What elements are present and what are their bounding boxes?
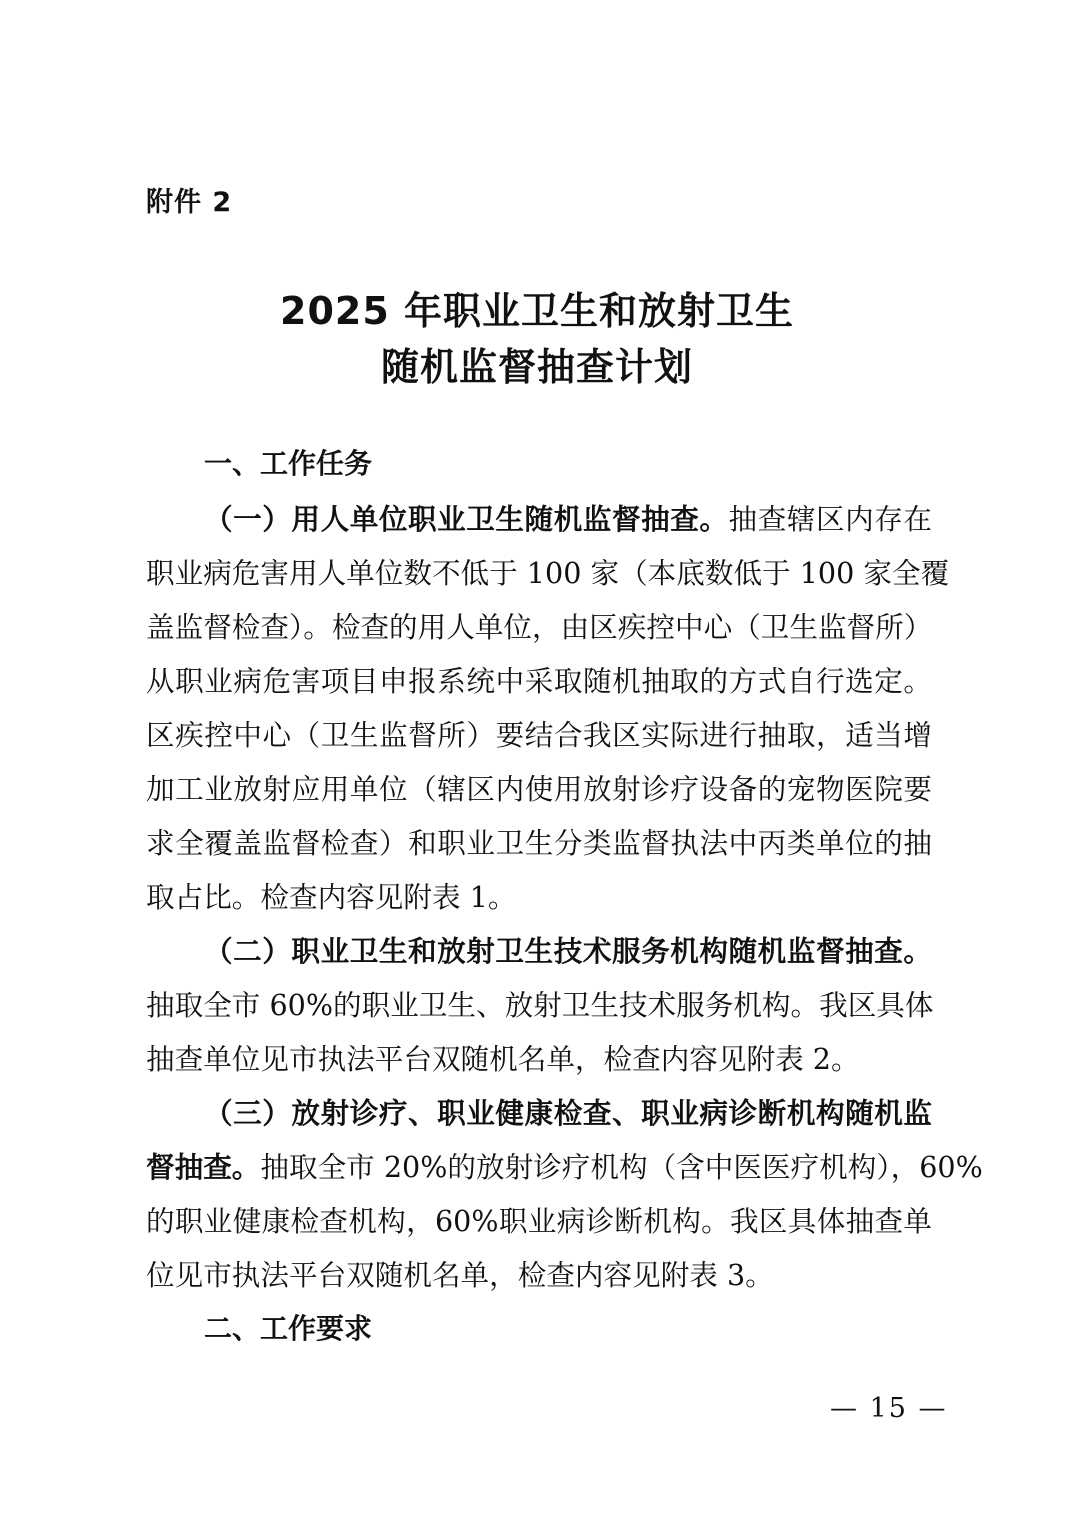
item-3-lead-part-1: （三）放射诊疗、职业健康检查、职业病诊断机构随机监 <box>204 1096 932 1130</box>
paragraph-line: 区疾控中心（卫生监督所）要结合我区实际进行抽取，适当增 <box>146 718 932 752</box>
paragraph-line: 从职业病危害项目申报系统中采取随机抽取的方式自行选定。 <box>146 664 932 698</box>
page-number: — 15 — <box>830 1393 948 1424</box>
document-title-line-1: 2025 年职业卫生和放射卫生 <box>280 289 794 333</box>
item-3-lead-line <box>146 1095 932 1131</box>
attachment-label: 附件 2 <box>146 187 233 218</box>
paragraph-line: 抽取全市 60%的职业卫生、放射卫生技术服务机构。我区具体 <box>146 988 934 1022</box>
paragraph-line: 抽查单位见市执法平台双随机名单，检查内容见附表 2。 <box>146 1042 860 1076</box>
section-heading-work-tasks: 一、工作任务 <box>204 447 373 480</box>
item-2-lead-line <box>146 933 932 969</box>
item-1-text: 抽查辖区内存在 <box>728 502 932 536</box>
item-2-lead: （二）职业卫生和放射卫生技术服务机构随机监督抽查。 <box>204 934 932 968</box>
paragraph-line: 取占比。检查内容见附表 1。 <box>146 880 517 914</box>
item-3-text: 抽取全市 20%的放射诊疗机构（含中医医疗机构），60% <box>260 1150 983 1184</box>
paragraph-line: 位见市执法平台双随机名单，检查内容见附表 3。 <box>146 1258 774 1292</box>
section-heading-work-requirements: 二、工作要求 <box>204 1312 373 1345</box>
paragraph-line: 的职业健康检查机构，60%职业病诊断机构。我区具体抽查单 <box>146 1204 932 1238</box>
paragraph-line: 盖监督检查）。检查的用人单位，由区疾控中心（卫生监督所） <box>146 610 933 644</box>
paragraph-line: 职业病危害用人单位数不低于 100 家（本底数低于 100 家全覆 <box>146 556 950 590</box>
item-3-lead-part-2: 督抽查。 <box>146 1150 261 1184</box>
paragraph-line: 求全覆盖监督检查）和职业卫生分类监督执法中丙类单位的抽 <box>146 826 932 860</box>
paragraph-line <box>146 1149 983 1185</box>
paragraph-line: 加工业放射应用单位（辖区内使用放射诊疗设备的宠物医院要 <box>146 772 932 806</box>
document-title-line-2: 随机监督抽查计划 <box>380 345 693 389</box>
paragraph-line <box>146 501 932 537</box>
item-1-lead: （一）用人单位职业卫生随机监督抽查。 <box>204 502 729 536</box>
